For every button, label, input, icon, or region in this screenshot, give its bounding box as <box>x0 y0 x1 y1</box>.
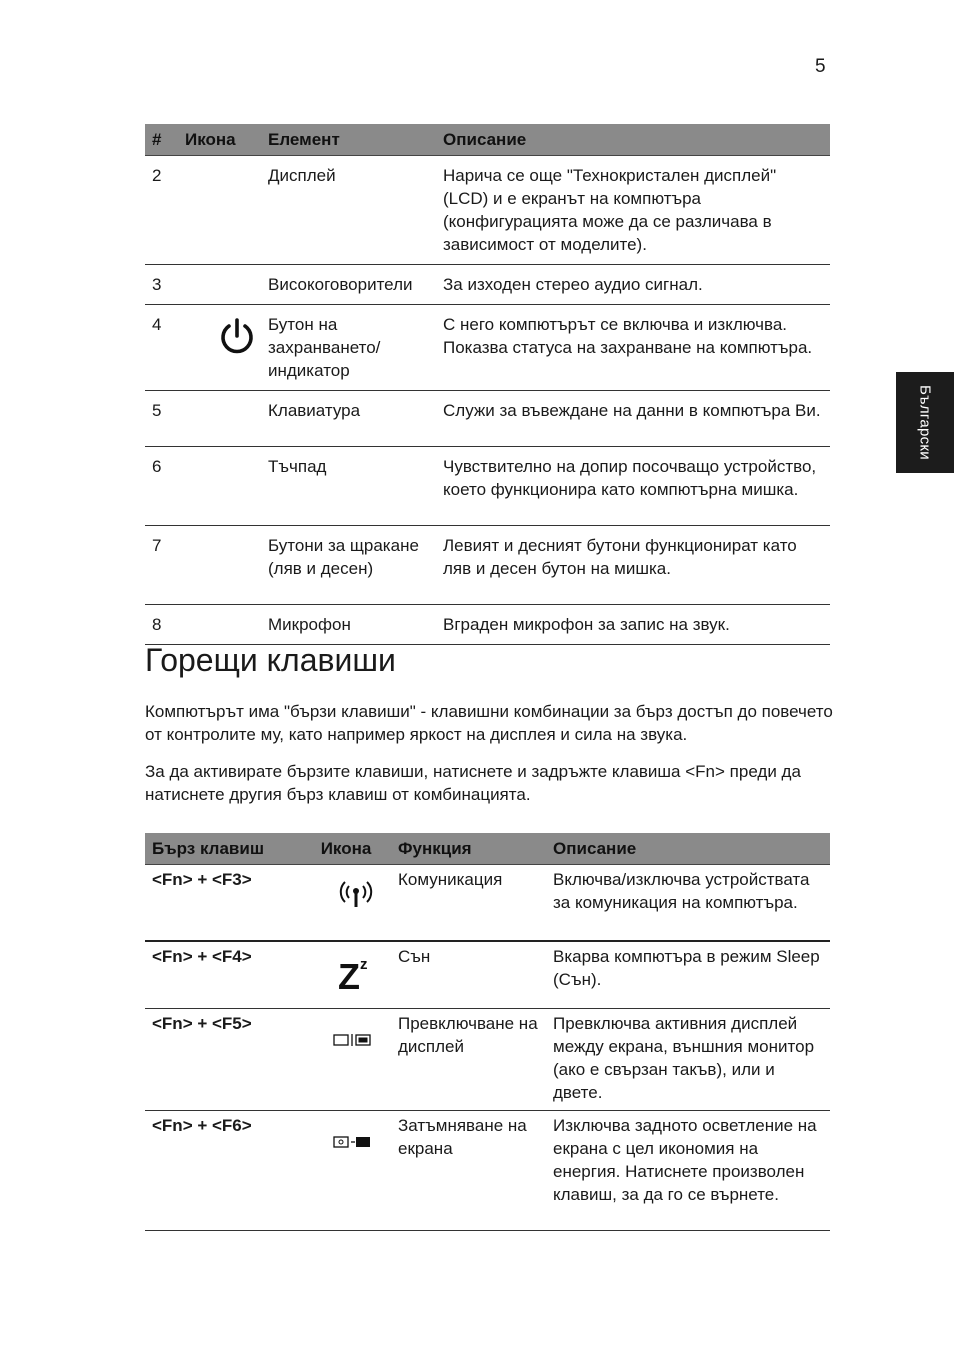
table-row <box>145 526 830 605</box>
row-icon-cell <box>301 1009 391 1111</box>
row-number: 8 <box>145 605 178 645</box>
row-element: Бутон на захранването/ индикатор <box>261 305 436 391</box>
table-row <box>145 1111 830 1231</box>
col-header-number: # <box>145 124 178 156</box>
intro-paragraph: Компютърът има "бързи клавиши" - клавишни комбинации за бърз достъп до повечето от контролите му, като например яркост на дисплея и сила на звука. <box>145 702 833 744</box>
row-description: За изходен стерео аудио сигнал. <box>436 265 830 305</box>
row-icon-cell <box>178 265 261 305</box>
table-row <box>145 156 830 265</box>
row-number: 5 <box>145 391 178 447</box>
hotkey-function: Комуникация <box>391 865 546 942</box>
components-table <box>145 124 830 645</box>
row-description: Левият и десният бутони функционират като ляв и десен бутон на мишка. <box>436 526 830 605</box>
wireless-icon <box>336 878 376 910</box>
row-number: 3 <box>145 265 178 305</box>
hotkeys-table <box>145 833 830 1231</box>
row-element: Тъчпад <box>261 447 436 526</box>
col-header-icon: Икона <box>178 124 261 156</box>
hotkeys-header-row <box>145 833 830 865</box>
row-icon-cell <box>301 1111 391 1231</box>
hotkey-combo: <Fn> + <F3> <box>145 865 301 942</box>
row-element: Микрофон <box>261 605 436 645</box>
row-description: Нарича се още "Технокристален дисплей" (LCD) и е екранът на компютъра (конфигурацията може да се различава в зависимост от моделите). <box>436 156 830 265</box>
instruction-paragraph: За да активирате бързите клавиши, натиснете и задръжте клавиша <Fn> преди да натиснете другия бърз клавиш от комбинацията. <box>145 762 801 804</box>
display-toggle-icon <box>332 1032 372 1048</box>
row-description: С него компютърът се включва и изключва. Показва статуса на захранване на компютъра. <box>436 305 830 391</box>
col-header-icon: Икона <box>301 833 391 865</box>
row-icon-cell <box>301 865 391 942</box>
row-icon-cell <box>178 447 261 526</box>
table-row <box>145 265 830 305</box>
table-row <box>145 865 830 942</box>
col-header-hotkey: Бърз клавиш <box>145 833 301 865</box>
row-description: Вграден микрофон за запис на звук. <box>436 605 830 645</box>
row-number: 4 <box>145 305 178 391</box>
hotkey-combo: <Fn> + <F4> <box>145 941 301 1009</box>
hotkey-description: Вкарва компютъра в режим Sleep (Сън). <box>546 941 830 1009</box>
svg-text:z: z <box>360 956 368 973</box>
col-header-description: Описание <box>436 124 830 156</box>
table-row <box>145 305 830 391</box>
sleep-icon <box>336 953 376 993</box>
table-row <box>145 605 830 645</box>
table-row <box>145 941 830 1009</box>
power-icon <box>217 316 257 356</box>
hotkey-combo: <Fn> + <F5> <box>145 1009 301 1111</box>
table-row <box>145 1009 830 1111</box>
hotkey-description: Включва/изключва устройствата за комуникация на компютъра. <box>546 865 830 942</box>
hotkey-combo: <Fn> + <F6> <box>145 1111 301 1231</box>
row-icon-cell <box>301 941 391 1009</box>
hotkey-function: Сън <box>391 941 546 1009</box>
section-title: Горещи клавиши <box>145 642 396 678</box>
components-header-row <box>145 124 830 156</box>
hotkey-description: Превключва активния дисплей между екрана, външния монитор (ако е свързан такъв), или и двете. <box>546 1009 830 1111</box>
language-label: Български <box>916 385 934 460</box>
row-number: 6 <box>145 447 178 526</box>
row-description: Чувствително на допир посочващо устройство, което функционира като компютърна мишка. <box>436 447 830 526</box>
row-icon-cell <box>178 526 261 605</box>
row-element: Високоговорители <box>261 265 436 305</box>
row-icon-cell <box>178 391 261 447</box>
hotkey-function: Затъмняване на екрана <box>391 1111 546 1231</box>
hotkey-function: Превключване на дисплей <box>391 1009 546 1111</box>
col-header-description: Описание <box>546 833 830 865</box>
row-number: 2 <box>145 156 178 265</box>
col-header-element: Елемент <box>261 124 436 156</box>
row-icon-cell <box>178 156 261 265</box>
col-header-function: Функция <box>391 833 546 865</box>
table-row <box>145 447 830 526</box>
svg-text:Z: Z <box>338 956 360 993</box>
row-element: Дисплей <box>261 156 436 265</box>
row-icon-cell <box>178 605 261 645</box>
language-side-tab <box>896 372 954 473</box>
table-row <box>145 391 830 447</box>
row-description: Служи за въвеждане на данни в компютъра Ви. <box>436 391 830 447</box>
hotkey-description: Изключва задното осветление на екрана с цел икономия на енергия. Натиснете произволен клавиш, за да го се върнете. <box>546 1111 830 1231</box>
row-number: 7 <box>145 526 178 605</box>
screen-blank-icon <box>332 1134 372 1150</box>
page-number: 5 <box>815 56 826 77</box>
row-icon-cell <box>178 305 261 391</box>
row-element: Бутони за щракане (ляв и десен) <box>261 526 436 605</box>
row-element: Клавиатура <box>261 391 436 447</box>
